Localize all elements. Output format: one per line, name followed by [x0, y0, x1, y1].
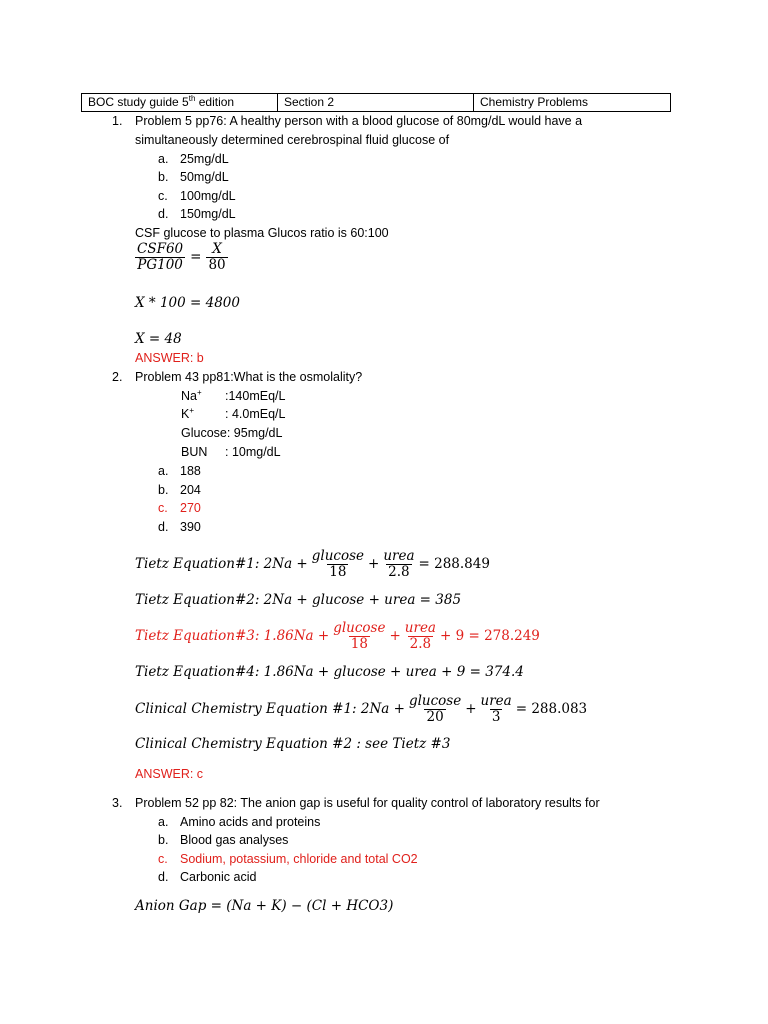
q3-question: Problem 52 pp 82: The anion gap is useful for quality control of laboratory results for	[135, 796, 600, 810]
q2-param-value: : 4.0mEq/L	[225, 407, 286, 421]
q1-option-letter: d.	[158, 207, 169, 221]
header-cell-subject: Chemistry Problems	[480, 95, 589, 109]
q1-equation-2: X * 100 = 4800	[135, 295, 240, 311]
q2-option-text: 270	[180, 501, 201, 515]
q2-question: Problem 43 pp81:What is the osmolality?	[135, 370, 363, 384]
q2-option-letter: a.	[158, 464, 169, 478]
q2-number: 2.	[112, 370, 123, 384]
fraction: $\frac{\text{urea}}{2.8}$	[404, 619, 436, 652]
q1-option-letter: a.	[158, 152, 169, 166]
q3-option-letter: b.	[158, 833, 169, 847]
q1-option-text: 100mg/dL	[180, 189, 236, 203]
q1-option-text: 50mg/dL	[180, 170, 229, 184]
q2-option-letter: b.	[158, 483, 169, 497]
q1-question-line2: simultaneously determined cerebrospinal fluid glucose of	[135, 133, 450, 147]
q2-param-value: :140mEq/L	[225, 389, 286, 403]
fraction: $\frac{X}{80}$	[208, 240, 226, 273]
tietz-equation-1: Tietz Equation#1: 2Na + $\frac{\text{glucose}}{18}$ + $\frac{\text{urea}}{2.8}$ = 288.849	[135, 547, 490, 580]
tietz-equation-3: Tietz Equation#3: 1.86Na + $\frac{\text{glucose}}{18}$ + $\frac{\text{urea}}{2.8}$ + 9 = 278.249	[135, 619, 540, 652]
q2-param-value: : 10mg/dL	[225, 445, 281, 459]
q3-option-letter: c.	[158, 852, 168, 866]
q2-option-text: 188	[180, 464, 201, 478]
clinical-chemistry-equation-1: Clinical Chemistry Equation #1: 2Na + $\frac{\text{glucose}}{20}$ + $\frac{\text{urea}}{3}$ = 288.083	[135, 692, 588, 725]
fraction: $\frac{\text{urea}}{3}$	[480, 692, 512, 725]
header-cell-section: Section 2	[278, 94, 474, 111]
fraction: $\frac{\text{CSF60}}{PG100}$	[137, 240, 184, 273]
header-table	[81, 93, 671, 112]
q1-option-letter: b.	[158, 170, 169, 184]
q2-option-text: 204	[180, 483, 201, 497]
anion-gap-formula: Anion Gap = (Na + K) − (Cl + HCO3)	[135, 898, 394, 914]
tietz-equation-2: Tietz Equation#2: 2Na + glucose + urea = 385	[135, 592, 462, 608]
q2-param-label: BUN	[181, 445, 208, 459]
q1-number: 1.	[112, 114, 123, 128]
fraction: $\frac{\text{glucose}}{18}$	[311, 547, 365, 580]
q1-option-text: 25mg/dL	[180, 152, 229, 166]
q3-option-text: Sodium, potassium, chloride and total CO2	[180, 852, 418, 866]
q2-param-label: K+	[181, 405, 195, 421]
fraction: $\frac{\text{glucose}}{18}$	[333, 619, 386, 652]
tietz-equation-4: Tietz Equation#4: 1.86Na + glucose + urea + 9 = 374.4	[135, 664, 524, 680]
q2-option-letter: d.	[158, 520, 169, 534]
q3-option-letter: a.	[158, 815, 169, 829]
q3-number: 3.	[112, 796, 123, 810]
q1-option-text: 150mg/dL	[180, 207, 236, 221]
q1-equation-3: X = 48	[135, 331, 182, 347]
header-cell-guide: BOC study guide 5th edition	[82, 94, 278, 111]
q3-option-text: Blood gas analyses	[180, 833, 289, 847]
q2-param-label: Na+	[181, 387, 202, 403]
q2-param-label: Glucose: 95mg/dL	[181, 426, 283, 440]
q1-ratio-equation: $\frac{\text{CSF60}}{PG100}$ = $\frac{X}{80}$	[137, 240, 226, 273]
q1-question-line1: Problem 5 pp76: A healthy person with a blood glucose of 80mg/dL would have a	[135, 114, 583, 128]
q1-answer: ANSWER: b	[135, 351, 204, 365]
q1-note: CSF glucose to plasma Glucos ratio is 60:100	[135, 226, 389, 240]
q2-option-text: 390	[180, 520, 201, 534]
q3-option-text: Carbonic acid	[180, 870, 257, 884]
fraction: $\frac{\text{urea}}{2.8}$	[383, 547, 415, 580]
q2-option-letter: c.	[158, 501, 168, 515]
q3-option-letter: d.	[158, 870, 169, 884]
q1-option-letter: c.	[158, 189, 168, 203]
q3-option-text: Amino acids and proteins	[180, 815, 321, 829]
clinical-chemistry-equation-2: Clinical Chemistry Equation #2 : see Tietz #3	[135, 736, 451, 752]
fraction: $\frac{\text{glucose}}{20}$	[408, 692, 462, 725]
q2-answer: ANSWER: c	[135, 767, 204, 781]
